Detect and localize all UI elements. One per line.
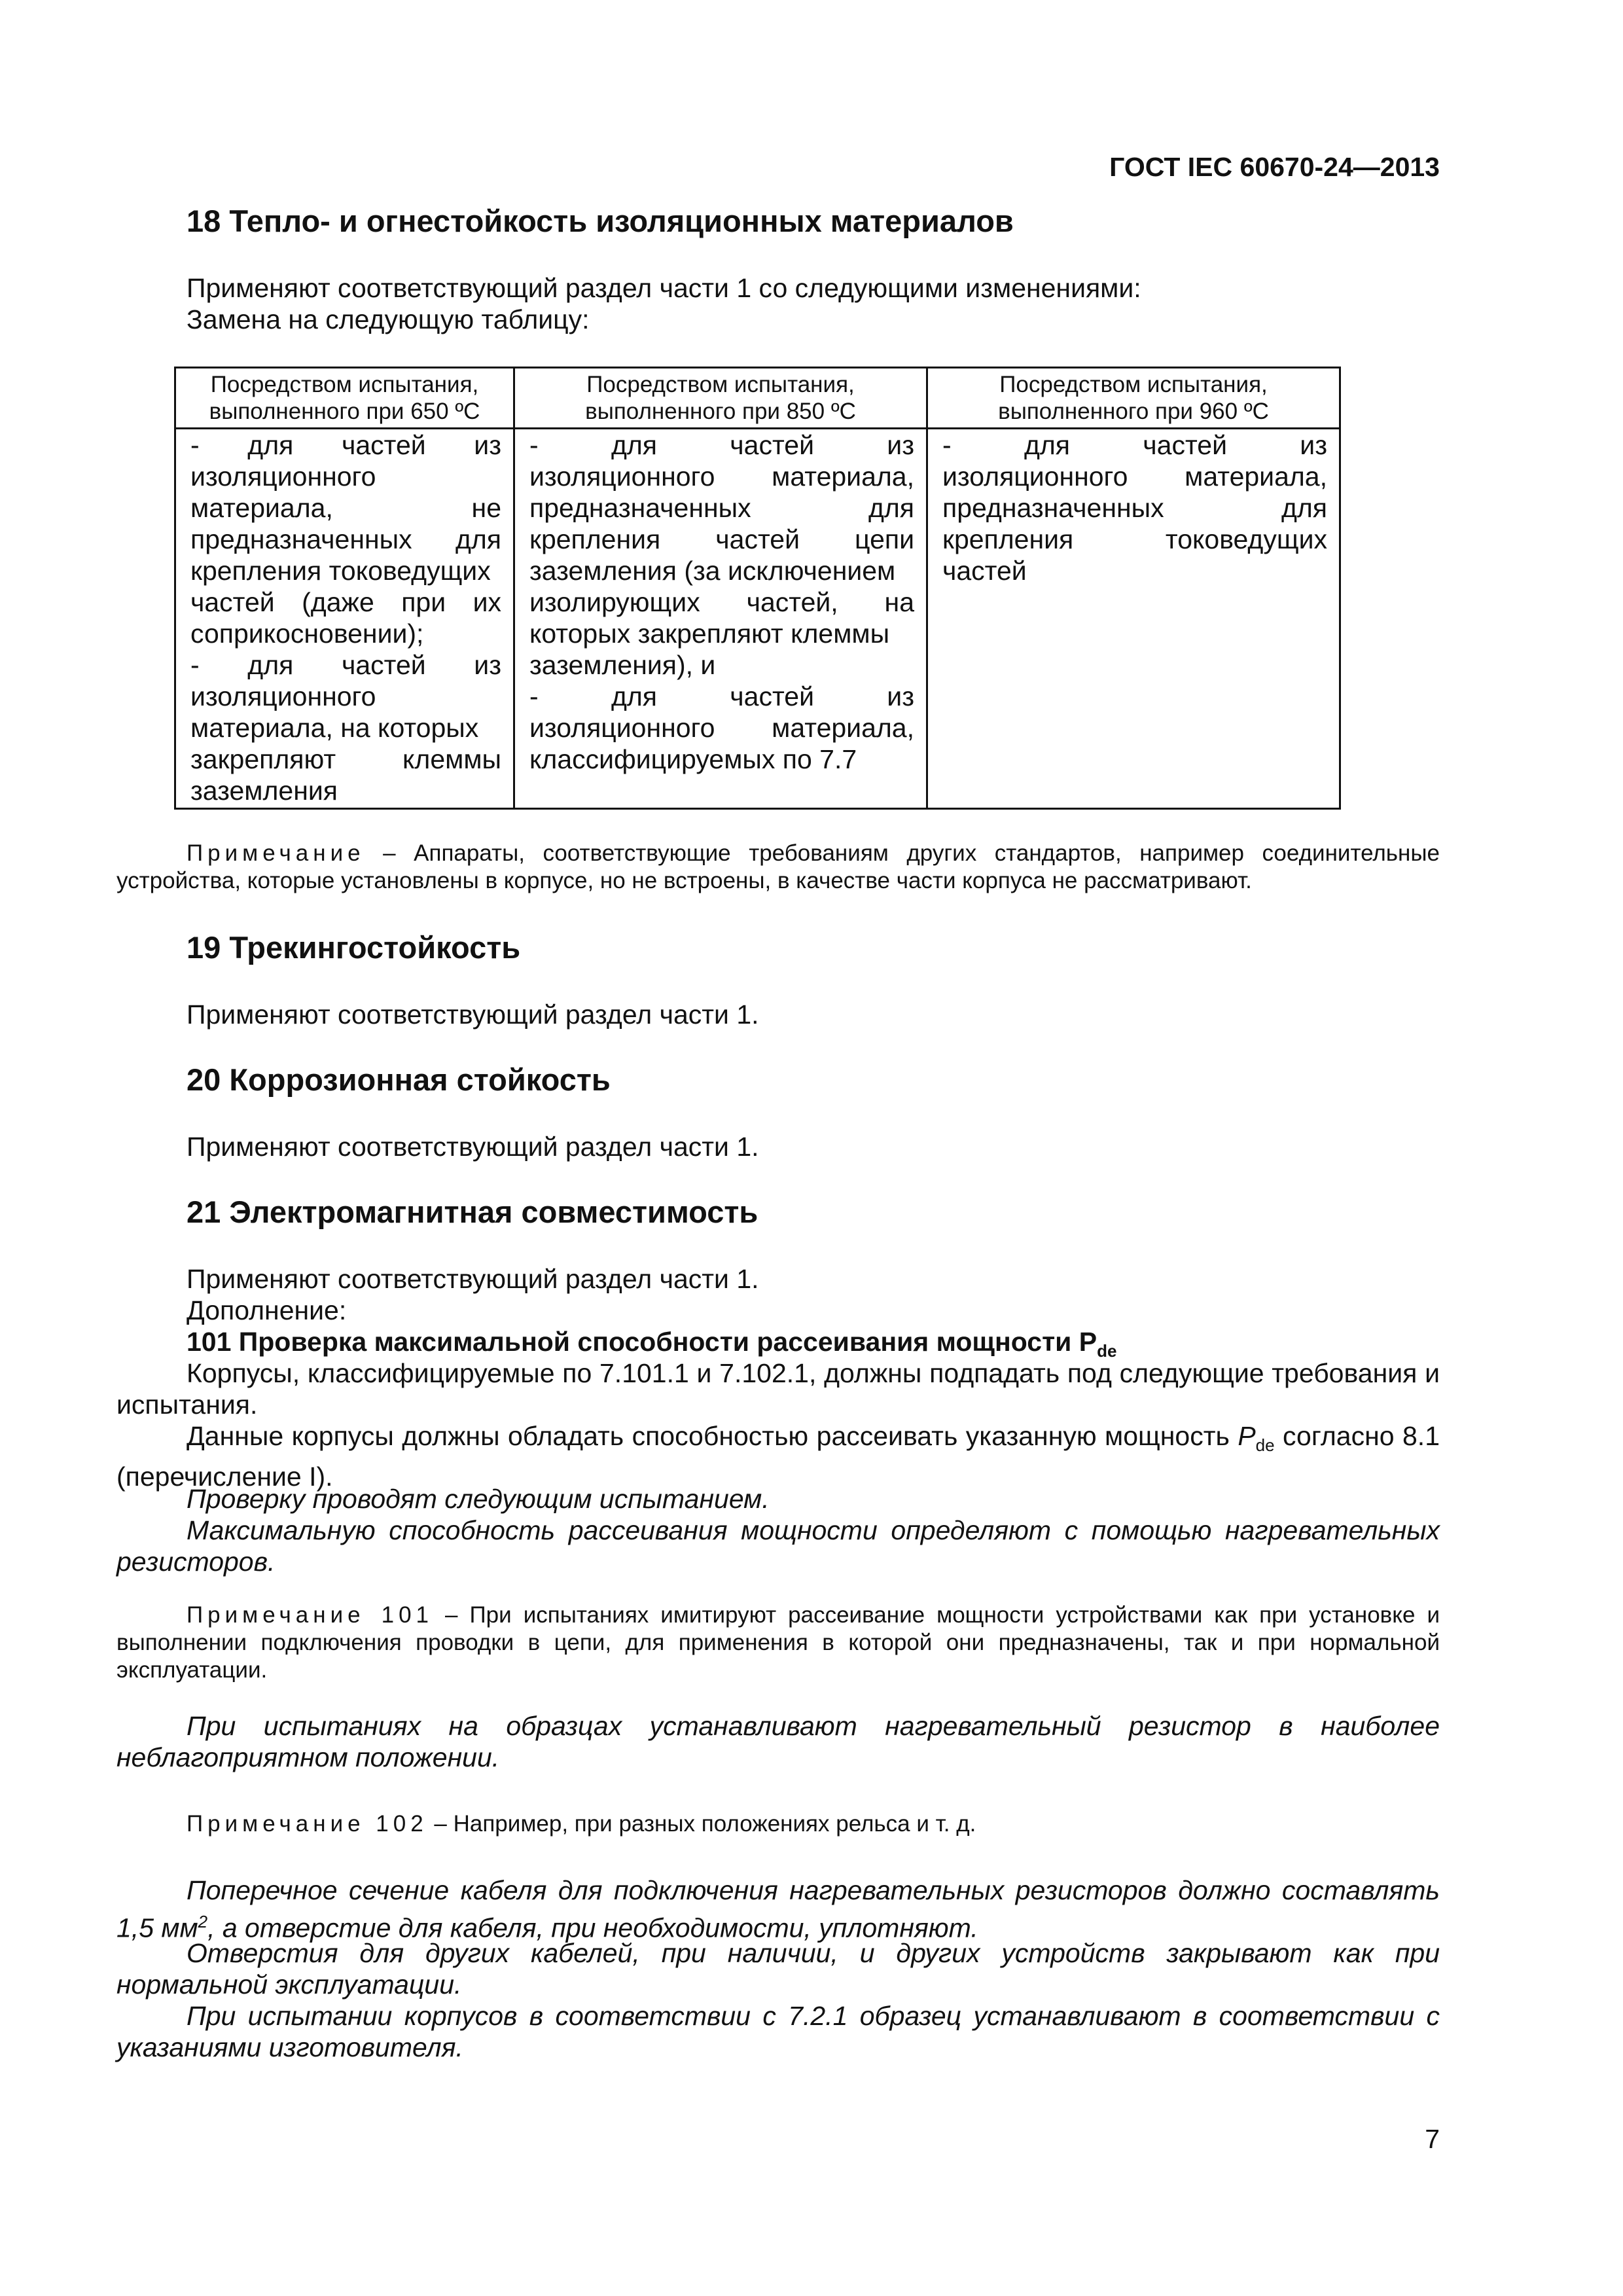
paragraph-dissipation-capability: Данные корпусы должны обладать способностью рассеивать указанную мощность $P_{de}$ согласно 8.1 (перечисление I). [116,1421,1440,1492]
note-label: Примечание [187,840,365,866]
section-18-intro: Применяют соответствующий раздел части 1 со следующими изменениями: [187,273,1141,303]
paragraph-heating-resistors: Максимальную способность рассеивания мощности определяют с помощью нагревательных резисторов. [116,1515,1440,1577]
paragraph-resistor-position: При испытаниях на образцах устанавливают нагревательный резистор в наиболее неблагоприятном положении. [116,1711,1440,1772]
table-cell-650: - для частей из изоляционного материала, не предназначенных для крепления токоведущих частей (даже при их соприкосновении); - для частей из изоляционного материала, на которых закрепляют клеммы заземления [175,429,514,809]
section-18-title: 18 Тепло- и огнестойкость изоляционных материалов [187,204,1014,238]
note-101-text: – При испытаниях имитируют рассеивание мощности устройствами как при установке и выполнении подключения проводки в цепи, для применения в которой они предназначены, так и при нормальной эксплуатации. [116,1602,1440,1683]
note-text: – Аппараты, соответствующие требованиям других стандартов, например соединительные устройства, которые установлены в корпусе, но не встроены, в качестве части корпуса не рассматривают. [116,840,1440,893]
note-102 [116,1810,1440,1838]
section-18-note [116,840,1440,895]
paragraph-cable-cross-section: Поперечное сечение кабеля для подключения нагревательных резисторов должно составлять 1,5 $мм^2$, а отверстие для кабеля, при необходимости, уплотняют. [116,1875,1440,1943]
note-101 [116,1602,1440,1684]
table-row [175,429,1340,809]
section-19-title: 19 Трекингостойкость [187,930,521,965]
note-102-label: Примечание 102 [187,1811,428,1837]
paragraph-other-openings: Отверстия для других кабелей, при наличии, и других устройств закрывают как при нормальной эксплуатации. [116,1938,1440,2000]
table-cell-960: - для частей из изоляционного материала, предназначенных для крепления токоведущих частей [927,429,1340,809]
paragraph-installation-instructions: При испытании корпусов в соответствии с 7.2.1 образец устанавливают в соответствии с указаниями изготовителя. [116,2001,1440,2062]
section-18-replacement-line: Замена на следующую таблицу: [187,304,590,334]
document-code-header: ГОСТ IEC 60670-24—2013 [1109,152,1440,182]
section-21-title: 21 Электромагнитная совместимость [187,1194,758,1229]
note-102-text: – Например, при разных положениях рельса и т. д. [427,1811,976,1837]
table-header-row [175,368,1340,429]
table-header-650: Посредством испытания, выполненного при 650 ºС [175,368,514,429]
section-20-title: 20 Коррозионная стойкость [187,1062,611,1097]
table-cell-850: - для частей из изоляционного материала, предназначенных для крепления частей цепи заземления (за исключением изолирующих частей, на которых закрепляют клеммы заземления), и - для частей из изоляционного материала, классифицируемых по 7.7 [514,429,927,809]
paragraph-enclosures-requirements: Корпусы, классифицируемые по 7.101.1 и 7.102.1, должны подпадать под следующие требования и испытания. [116,1358,1440,1420]
section-19-text: Применяют соответствующий раздел части 1. [187,999,759,1030]
glow-wire-test-table [174,367,1341,810]
subsection-101-title: 101 Проверка максимальной способности рассеивания мощности $P_{de}$ [187,1327,1117,1361]
table-header-850: Посредством испытания, выполненного при 850 ºС [514,368,927,429]
section-20-text: Применяют соответствующий раздел части 1. [187,1132,759,1162]
page-number: 7 [1425,2124,1440,2154]
paragraph-test-procedure: Проверку проводят следующим испытанием. [187,1484,770,1514]
table-header-960: Посредством испытания, выполненного при 960 ºС [927,368,1340,429]
section-21-addition-label: Дополнение: [187,1295,347,1325]
section-21-text: Применяют соответствующий раздел части 1. [187,1264,759,1294]
note-101-label: Примечание 101 [187,1602,433,1628]
